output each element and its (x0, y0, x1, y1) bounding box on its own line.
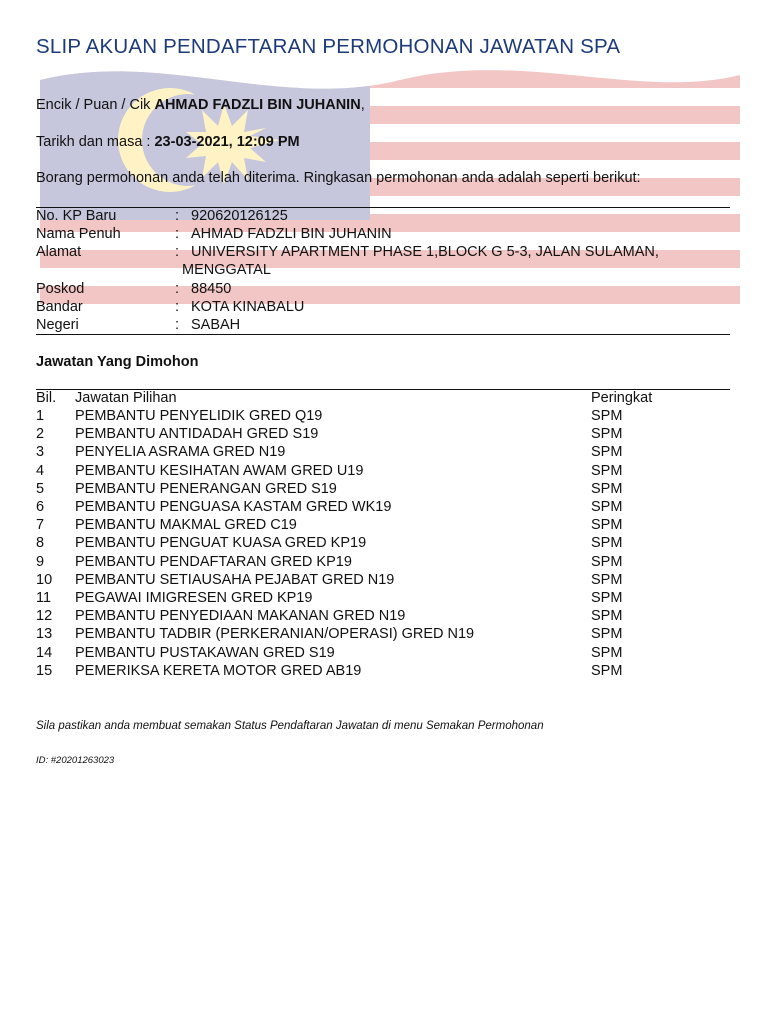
greeting-suffix: , (360, 97, 365, 113)
reminder-note: Sila pastikan anda membuat semakan Status Pendaftaran Jawatan di menu Semakan Permohonan (36, 720, 544, 732)
row-level: SPM (591, 480, 623, 497)
row-level: SPM (591, 462, 623, 479)
field-value: SABAH (191, 317, 241, 333)
row-position: PEMERIKSA KERETA MOTOR GRED AB19 (75, 662, 362, 679)
row-position: PEMBANTU TADBIR (PERKERANIAN/OPERASI) GRED N19 (75, 626, 475, 643)
table-row (36, 572, 730, 590)
row-level: SPM (591, 517, 623, 534)
row-number: 1 (36, 408, 45, 424)
field-value: 88450 (191, 281, 232, 297)
field-colon: : (175, 281, 180, 297)
row-level: SPM (591, 553, 623, 570)
field-value: 920620126125 (191, 208, 288, 224)
section-title-positions: Jawatan Yang Dimohon (36, 354, 199, 370)
row-number: 4 (36, 462, 45, 479)
row-number: 2 (36, 426, 45, 443)
row-number: 13 (36, 626, 53, 643)
datetime-line (36, 134, 300, 150)
row-level: SPM (591, 626, 623, 643)
row-number: 15 (36, 662, 53, 679)
datetime-value: 23-03-2021, 12:09 PM (154, 134, 300, 150)
row-number: 6 (36, 499, 45, 515)
field-label: Nama Penuh (36, 226, 121, 242)
row-level: SPM (591, 444, 623, 461)
table-row (36, 590, 730, 608)
table-row (36, 626, 730, 644)
field-colon: : (175, 226, 180, 242)
row-number: 8 (36, 535, 45, 552)
table-row (36, 535, 730, 553)
reference-id: ID: #20201263023 (36, 755, 115, 766)
field-colon: : (175, 244, 180, 260)
field-value: AHMAD FADZLI BIN JUHANIN (191, 226, 392, 242)
table-row (36, 554, 730, 572)
greeting-line (36, 97, 365, 113)
row-position: PEMBANTU PUSTAKAWAN GRED S19 (75, 644, 335, 661)
row-level: SPM (591, 644, 623, 661)
table-row (36, 663, 730, 681)
row-number: 3 (36, 444, 45, 461)
row-position: PEMBANTU ANTIDADAH GRED S19 (75, 426, 319, 443)
row-number: 5 (36, 480, 45, 497)
applicant-name: AHMAD FADZLI BIN JUHANIN (154, 97, 361, 113)
table-row (36, 444, 730, 462)
field-value: KOTA KINABALU (191, 299, 305, 315)
row-position: PEMBANTU PENERANGAN GRED S19 (75, 480, 337, 497)
row-level: SPM (591, 426, 623, 443)
positions-table-header (36, 390, 730, 408)
header-position: Jawatan Pilihan (75, 390, 177, 406)
row-position: PEMBANTU MAKMAL GRED C19 (75, 517, 297, 534)
intro-text: Borang permohonan anda telah diterima. Ringkasan permohonan anda adalah seperti berikut: (36, 170, 641, 186)
row-level: SPM (591, 590, 623, 606)
row-position: PEMBANTU PENYEDIAAN MAKANAN GRED N19 (75, 608, 406, 625)
field-label: Alamat (36, 244, 82, 260)
row-level: SPM (591, 662, 623, 679)
field-value-continuation: MENGGATAL (182, 262, 271, 278)
table-row (36, 517, 730, 535)
table-row (36, 481, 730, 499)
field-colon: : (175, 299, 180, 315)
row-position: PEMBANTU PENGUAT KUASA GRED KP19 (75, 535, 367, 552)
row-position: PEMBANTU PENYELIDIK GRED Q19 (75, 408, 323, 424)
field-label: Negeri (36, 317, 79, 333)
row-position: PEGAWAI IMIGRESEN GRED KP19 (75, 590, 313, 606)
page-title: SLIP AKUAN PENDAFTARAN PERMOHONAN JAWATAN SPA (36, 35, 621, 58)
table-row (36, 408, 730, 426)
table-row (36, 426, 730, 444)
divider-top (36, 207, 730, 208)
row-number: 9 (36, 553, 45, 570)
row-position: PEMBANTU PENGUASA KASTAM GRED WK19 (75, 499, 392, 515)
row-number: 7 (36, 517, 45, 534)
table-row (36, 499, 730, 517)
datetime-label: Tarikh dan masa : (36, 134, 155, 150)
header-level: Peringkat (591, 390, 653, 406)
field-value: UNIVERSITY APARTMENT PHASE 1,BLOCK G 5-3, JALAN SULAMAN, (191, 244, 659, 260)
greeting-prefix: Encik / Puan / Cik (36, 97, 155, 113)
row-level: SPM (591, 535, 623, 552)
row-position: PEMBANTU PENDAFTARAN GRED KP19 (75, 553, 352, 570)
field-colon: : (175, 317, 180, 333)
field-label: Poskod (36, 281, 85, 297)
header-number: Bil. (36, 390, 57, 406)
field-label: No. KP Baru (36, 208, 117, 224)
row-level: SPM (591, 408, 623, 424)
table-row (36, 645, 730, 663)
row-level: SPM (591, 571, 623, 588)
divider-middle (36, 334, 730, 335)
row-number: 12 (36, 608, 53, 625)
row-number: 14 (36, 644, 53, 661)
row-position: PENYELIA ASRAMA GRED N19 (75, 444, 286, 461)
row-position: PEMBANTU SETIAUSAHA PEJABAT GRED N19 (75, 571, 395, 588)
table-row (36, 463, 730, 481)
row-number: 11 (36, 590, 52, 606)
table-row (36, 608, 730, 626)
row-level: SPM (591, 608, 623, 625)
row-level: SPM (591, 499, 623, 515)
field-label: Bandar (36, 299, 83, 315)
row-position: PEMBANTU KESIHATAN AWAM GRED U19 (75, 462, 364, 479)
field-colon: : (175, 208, 180, 224)
row-number: 10 (36, 571, 53, 588)
